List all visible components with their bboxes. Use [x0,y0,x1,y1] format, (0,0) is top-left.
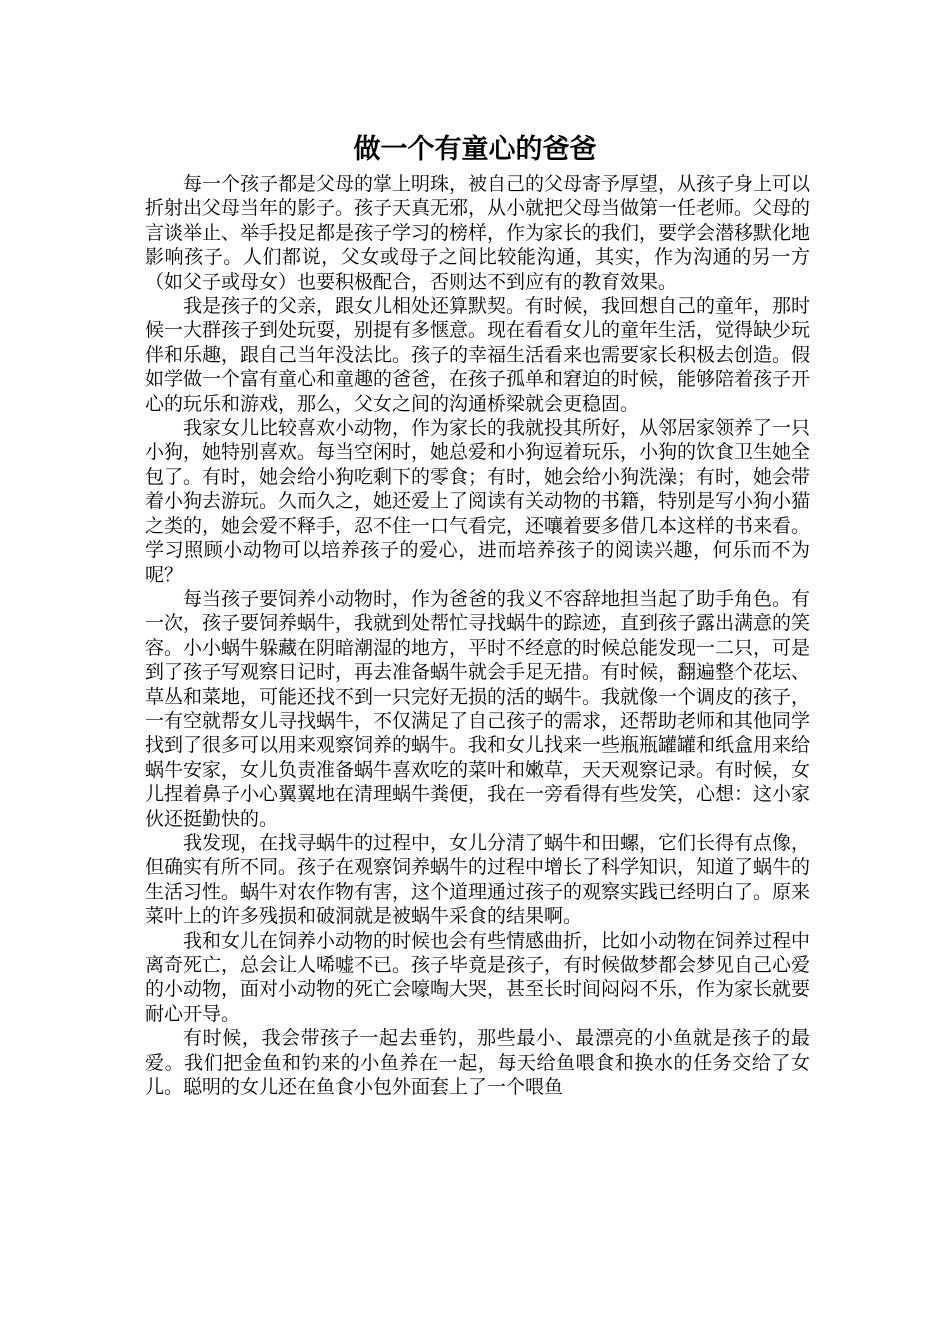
paragraph: 我和女儿在饲养小动物的时候也会有些情感曲折，比如小动物在饲养过程中离奇死亡，总会让人唏嘘不已。孩子毕竟是孩子，有时候做梦都会梦见自己心爱的小动物，面对小动物的死亡会嚎啕大哭，甚至长时间闷闷不乐，作为家长就要耐心开导。 [145,929,811,1025]
paragraph: 我发现，在找寻蜗牛的过程中，女儿分清了蜗牛和田螺，它们长得有点像，但确实有所不同。孩子在观察饲养蜗牛的过程中增长了科学知识，知道了蜗牛的生活习性。蜗牛对农作物有害，这个道理通过孩子的观察实践已经明白了。原来菜叶上的许多残损和破洞就是被蜗牛采食的结果啊。 [145,831,811,928]
paragraph: 每一个孩子都是父母的掌上明珠，被自己的父母寄予厚望，从孩子身上可以折射出父母当年的影子。孩子天真无邪，从小就把父母当做第一任老师。父母的言谈举止、举手投足都是孩子学习的榜样，作为家长的我们，要学会潜移默化地影响孩子。人们都说，父女或母子之间比较能沟通，其实，作为沟通的另一方（如父子或母女）也要积极配合，否则达不到应有的教育效果。 [145,173,811,293]
document-body [145,172,810,1099]
paragraph: 每当孩子要饲养小动物时，作为爸爸的我义不容辞地担当起了助手角色。有一次，孩子要饲养蜗牛，我就到处帮忙寻找蜗牛的踪迹，直到孩子露出满意的笑容。小小蜗牛躲藏在阴暗潮湿的地方，平时不经意的时候总能发现一二只，可是到了孩子写观察日记时，再去准备蜗牛就会手足无措。有时候，翻遍整个花坛、草丛和菜地，可能还找不到一只完好无损的活的蜗牛。我就像一个调皮的孩子，一有空就帮女儿寻找蜗牛，不仅满足了自己孩子的需求，还帮助老师和其他同学找到了很多可以用来观察饲养的蜗牛。我和女儿找来一些瓶瓶罐罐和纸盒用来给蜗牛安家，女儿负责准备蜗牛喜欢吃的菜叶和嫩草，天天观察记录。有时候，女儿捏着鼻子小心翼翼地在清理蜗牛粪便，我在一旁看得有些发笑，心想：这小家伙还挺勤快的。 [145,587,811,830]
paragraph: 我是孩子的父亲，跟女儿相处还算默契。有时候，我回想自己的童年，那时候一大群孩子到处玩耍，别提有多惬意。现在看看女儿的童年生活，觉得缺少玩伴和乐趣，跟自己当年没法比。孩子的幸福生活看来也需要家长积极去创造。假如学做一个富有童心和童趣的爸爸，在孩子孤单和窘迫的时候，能够陪着孩子开心的玩乐和游戏，那么，父女之间的沟通桥梁就会更稳固。 [145,295,811,415]
paragraph: 我家女儿比较喜欢小动物，作为家长的我就投其所好，从邻居家领养了一只小狗，她特别喜欢。每当空闲时，她总爱和小狗逗着玩乐，小狗的饮食卫生她全包了。有时，她会给小狗吃剩下的零食；有时，她会给小狗洗澡；有时，她会带着小狗去游玩。久而久之，她还爱上了阅读有关动物的书籍，特别是写小狗小猫之类的，她会爱不释手，忍不住一口气看完，还嚷着要多借几本这样的书来看。学习照顾小动物可以培养孩子的爱心，进而培养孩子的阅读兴趣，何乐而不为呢？ [145,417,811,586]
paragraph: 有时候，我会带孩子一起去垂钓，那些最小、最漂亮的小鱼就是孩子的最爱。我们把金鱼和钓来的小鱼养在一起，每天给鱼喂食和换水的任务交给了女儿。聪明的女儿还在鱼食小包外面套上了一个喂鱼 [145,1027,810,1099]
document-title: 做一个有童心的爸爸 [353,134,597,165]
